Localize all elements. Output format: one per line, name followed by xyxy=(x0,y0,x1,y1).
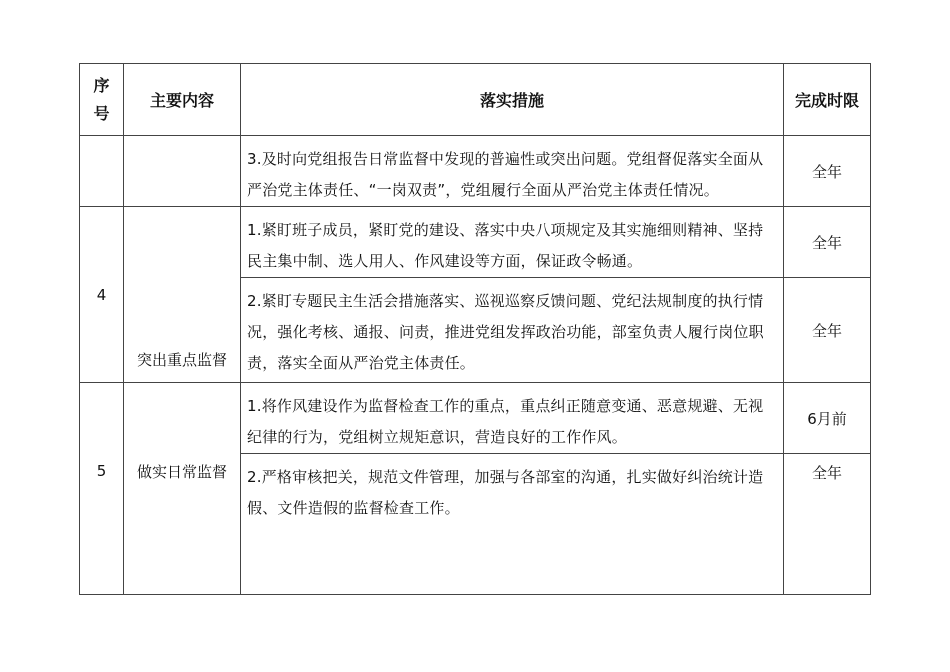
deadline-cell: 全年 xyxy=(811,162,842,181)
measure-text: 2.严格审核把关，规范文件管理，加强与各部室的沟通，扎实做好纠治统计造假、文件造假的监督检查工作。 xyxy=(247,468,764,517)
header-deadline: 完成时限 xyxy=(794,91,859,110)
header-seq-line2: 号 xyxy=(93,103,110,123)
column-divider xyxy=(123,64,124,594)
header-seq-line1: 序 xyxy=(93,75,110,95)
header-content: 主要内容 xyxy=(149,91,214,110)
deadline-cell: 全年 xyxy=(811,464,842,482)
measure-text: 3.及时向党组报告日常监督中发现的普遍性或突出问题。党组督促落实全面从严治党主体责任、“一岗双责”，党组履行全面从严治党主体责任情况。 xyxy=(247,150,764,199)
measure-text: 1.将作风建设作为监督检查工作的重点，重点纠正随意变通、恶意规避、无视纪律的行为，党组树立规矩意识，营造良好的工作作风。 xyxy=(247,397,764,446)
measure-text: 2.紧盯专题民主生活会措施落实、巡视巡察反馈问题、党纪法规制度的执行情况，强化考核、通报、问责，推进党组发挥政治功能，部室负责人履行岗位职责，落实全面从严治党主体责任。 xyxy=(247,292,764,372)
row-seq: 4 xyxy=(96,285,107,304)
row-seq: 5 xyxy=(96,461,107,480)
measure-text: 1.紧盯班子成员，紧盯党的建设、落实中央八项规定及其实施细则精神、坚持民主集中制、选人用人、作风建设等方面，保证政令畅通。 xyxy=(247,221,764,270)
header-seq xyxy=(80,64,123,135)
deadline-cell: 全年 xyxy=(811,233,842,252)
header-measures: 落实措施 xyxy=(479,91,544,110)
supervision-plan-table xyxy=(79,63,871,595)
deadline-cell: 6月前 xyxy=(807,409,847,428)
row-content: 做实日常监督 xyxy=(136,463,227,481)
deadline-cell: 全年 xyxy=(811,321,842,340)
row-content: 突出重点监督 xyxy=(136,351,227,369)
